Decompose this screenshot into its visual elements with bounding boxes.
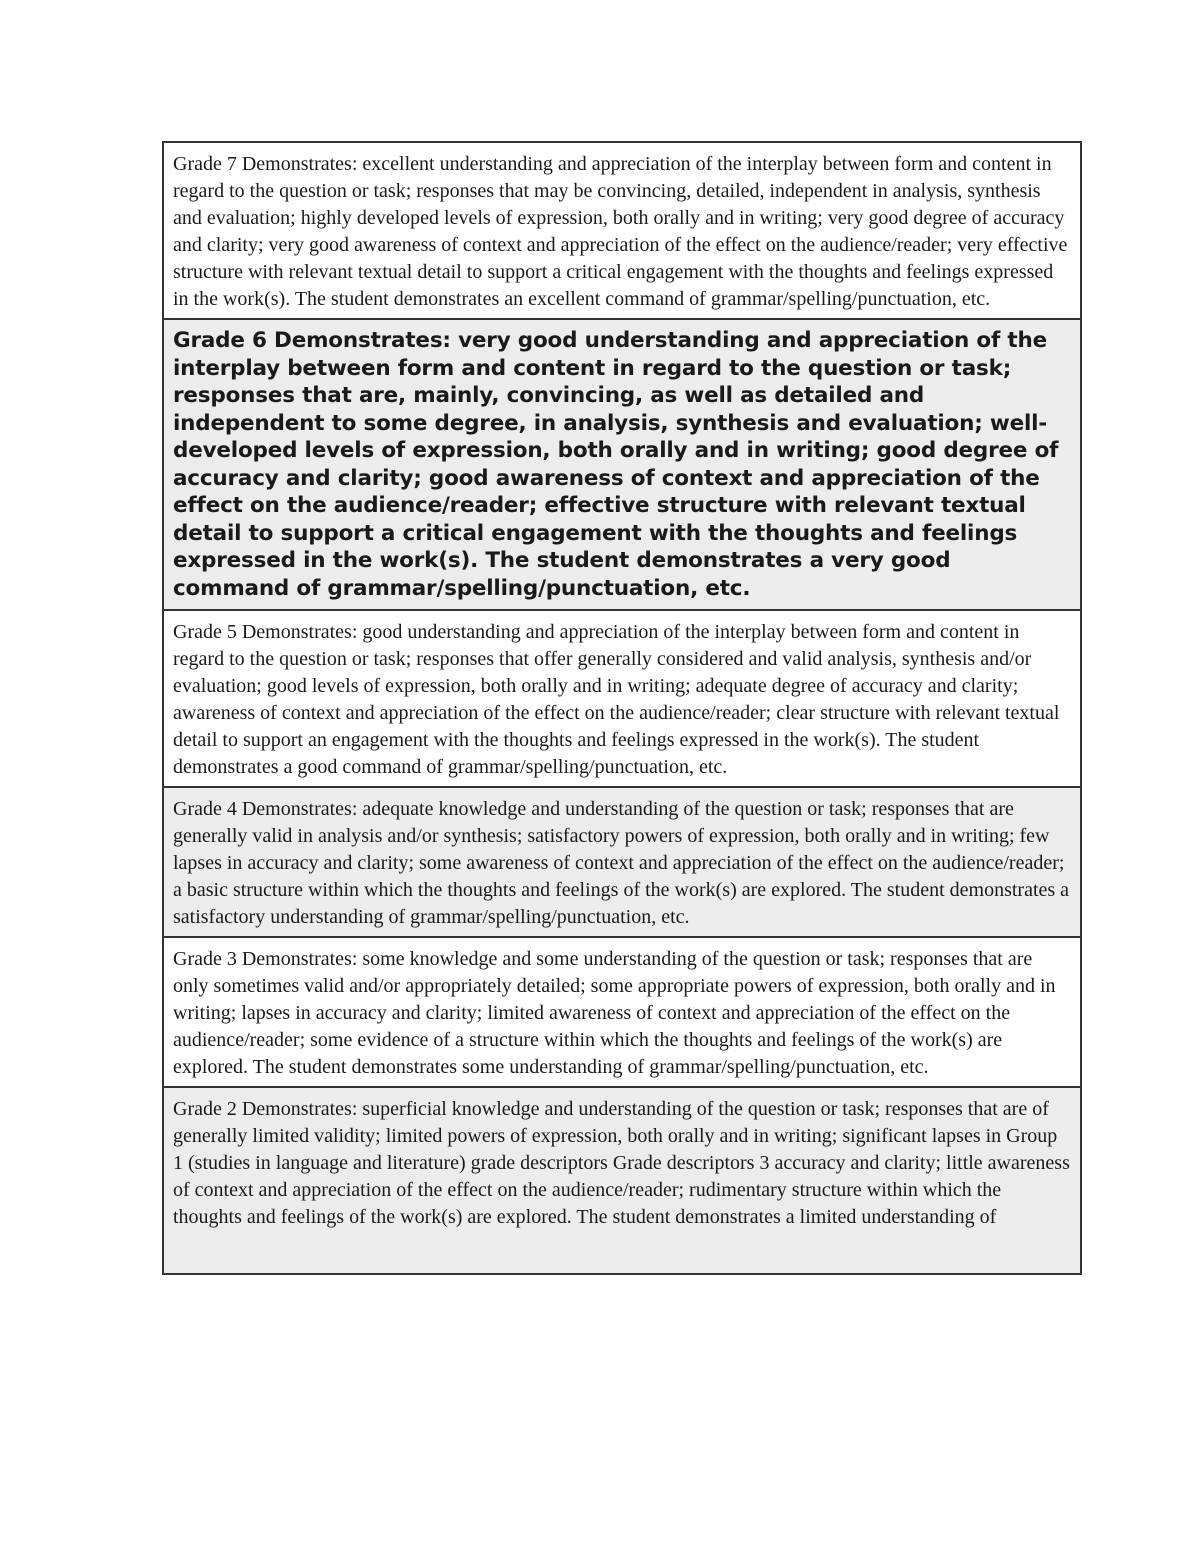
grade-row-3 (163, 937, 1081, 1087)
grade-row-2 (163, 1087, 1081, 1274)
grade-descriptor-table (162, 141, 1082, 1275)
grade-3-descriptor: Grade 3 Demonstrates: some knowledge and some understanding of the question or task; responses that are only sometimes valid and/or appropriately detailed; some appropriate powers of expression, both orally and in writing; lapses in accuracy and clarity; limited awareness of context and appreciation of the effect on the audience/reader; some evidence of a structure within which the thoughts and feelings of the work(s) are explored. The student demonstrates some understanding of grammar/spelling/punctuation, etc. (163, 937, 1081, 1087)
grade-7-descriptor: Grade 7 Demonstrates: excellent understanding and appreciation of the interplay between form and content in regard to the question or task; responses that may be convincing, detailed, independent in analysis, synthesis and evaluation; highly developed levels of expression, both orally and in writing; very good degree of accuracy and clarity; very good awareness of context and appreciation of the effect on the audience/reader; very effective structure with relevant textual detail to support a critical engagement with the thoughts and feelings expressed in the work(s). The student demonstrates an excellent command of grammar/spelling/punctuation, etc. (163, 142, 1081, 319)
grade-6-descriptor: Grade 6 Demonstrates: very good understanding and appreciation of the interplay between form and content in regard to the question or task; responses that are, mainly, convincing, as well as detailed and independent to some degree, in analysis, synthesis and evaluation; well-developed levels of expression, both orally and in writing; good degree of accuracy and clarity; good awareness of context and appreciation of the effect on the audience/reader; effective structure with relevant textual detail to support a critical engagement with the thoughts and feelings expressed in the work(s). The student demonstrates a very good command of grammar/spelling/punctuation, etc. (163, 319, 1081, 610)
grade-row-7 (163, 142, 1081, 319)
grade-4-descriptor: Grade 4 Demonstrates: adequate knowledge and understanding of the question or task; responses that are generally valid in analysis and/or synthesis; satisfactory powers of expression, both orally and in writing; few lapses in accuracy and clarity; some awareness of context and appreciation of the effect on the audience/reader; a basic structure within which the thoughts and feelings of the work(s) are explored. The student demonstrates a satisfactory understanding of grammar/spelling/punctuation, etc. (163, 787, 1081, 937)
grade-2-descriptor: Grade 2 Demonstrates: superficial knowledge and understanding of the question or task; responses that are of generally limited validity; limited powers of expression, both orally and in writing; significant lapses in Group 1 (studies in language and literature) grade descriptors Grade descriptors 3 accuracy and clarity; little awareness of context and appreciation of the effect on the audience/reader; rudimentary structure within which the thoughts and feelings of the work(s) are explored. The student demonstrates a limited understanding of (163, 1087, 1081, 1274)
grade-row-6 (163, 319, 1081, 610)
grade-5-descriptor: Grade 5 Demonstrates: good understanding and appreciation of the interplay between form and content in regard to the question or task; responses that offer generally considered and valid analysis, synthesis and/or evaluation; good levels of expression, both orally and in writing; adequate degree of accuracy and clarity; awareness of context and appreciation of the effect on the audience/reader; clear structure with relevant textual detail to support an engagement with the thoughts and feelings expressed in the work(s). The student demonstrates a good command of grammar/spelling/punctuation, etc. (163, 610, 1081, 787)
grade-row-5 (163, 610, 1081, 787)
grade-row-4 (163, 787, 1081, 937)
